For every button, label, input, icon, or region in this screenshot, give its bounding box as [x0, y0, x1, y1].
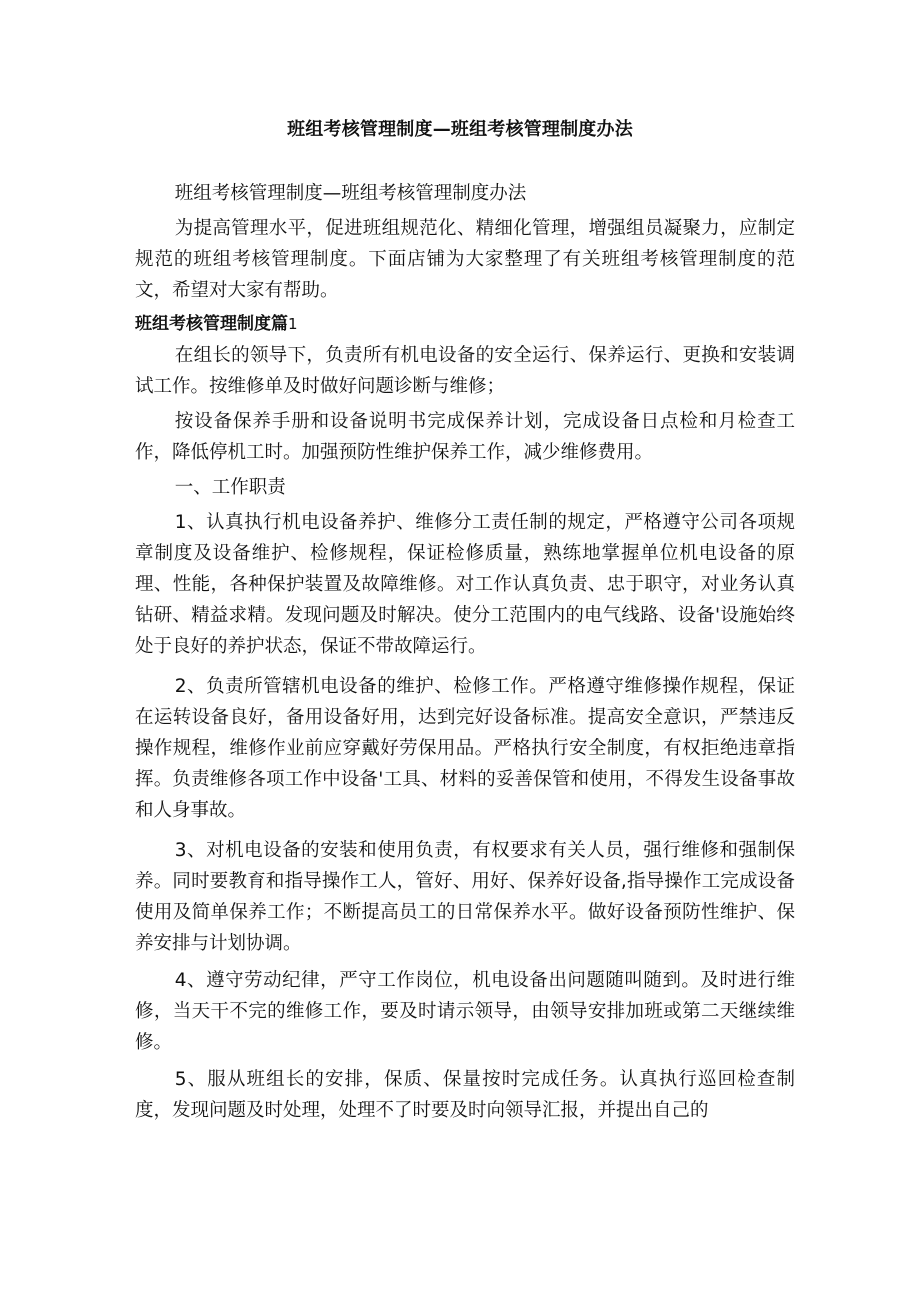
body-paragraph: 5、服从班组长的安排，保质、保量按时完成任务。认真执行巡回检查制度，发现问题及时处理，处理不了时要及时向领导汇报，并提出自己的 [135, 1069, 795, 1121]
body-paragraph: 在组长的领导下，负责所有机电设备的安全运行、保养运行、更换和安装调试工作。按维修单及时做好问题诊断与维修； [135, 345, 795, 397]
document-title: 班组考核管理制度—班组考核管理制度办法 [287, 119, 633, 140]
intro-paragraph: 为提高管理水平，促进班组规范化、精细化管理，增强组员凝聚力，应制定规范的班组考核管理制度。下面店铺为大家整理了有关班组考核管理制度的范文，希望对大家有帮助。 [135, 218, 795, 301]
body-paragraph: 3、对机电设备的安装和使用负责，有权要求有关人员，强行维修和强制保养。同时要教育和指导操作工人，管好、用好、保养好设备,指导操作工完成设备使用及简单保养工作；不断提高员工的日常保养水平。做好设备预防性维护、保养安排与计划协调。 [135, 840, 795, 954]
section-heading-text: 班组考核管理制度篇 [135, 314, 288, 334]
body-paragraph: 2、负责所管辖机电设备的维护、检修工作。严格遵守维修操作规程，保证在运转设备良好，备用设备好用，达到完好设备标准。提高安全意识，严禁违反操作规程，维修作业前应穿戴好劳保用品。严格执行安全制度，有权拒绝违章指挥。负责维修各项工作中设备'工具、材料的妥善保管和使用，不得发生设备事故和人身事故。 [135, 676, 795, 821]
subsection-heading: 一、工作职责 [174, 477, 286, 498]
body-paragraph: 4、遵守劳动纪律，严守工作岗位，机电设备出问题随叫随到。及时进行维修，当天干不完的维修工作，要及时请示领导，由领导安排加班或第二天继续维修。 [135, 970, 795, 1053]
section-heading-number: 1 [288, 315, 298, 333]
document-body [135, 178, 795, 1126]
body-paragraph: 按设备保养手册和设备说明书完成保养计划，完成设备日点检和月检查工作，降低停机工时。加强预防性维护保养工作，减少维修费用。 [135, 411, 795, 463]
body-paragraph: 1、认真执行机电设备养护、维修分工责任制的规定，严格遵守公司各项规章制度及设备维护、检修规程，保证检修质量，熟练地掌握单位机电设备的原理、性能，各种保护装置及故障维修。对工作认真负责、忠于职守，对业务认真钻研、精益求精。发现问题及时解决。使分工范围内的电气线路、设备'设施始终处于良好的养护状态，保证不带故障运行。 [135, 512, 795, 657]
section-heading [135, 311, 795, 337]
intro-paragraph: 班组考核管理制度—班组考核管理制度办法 [174, 183, 527, 204]
